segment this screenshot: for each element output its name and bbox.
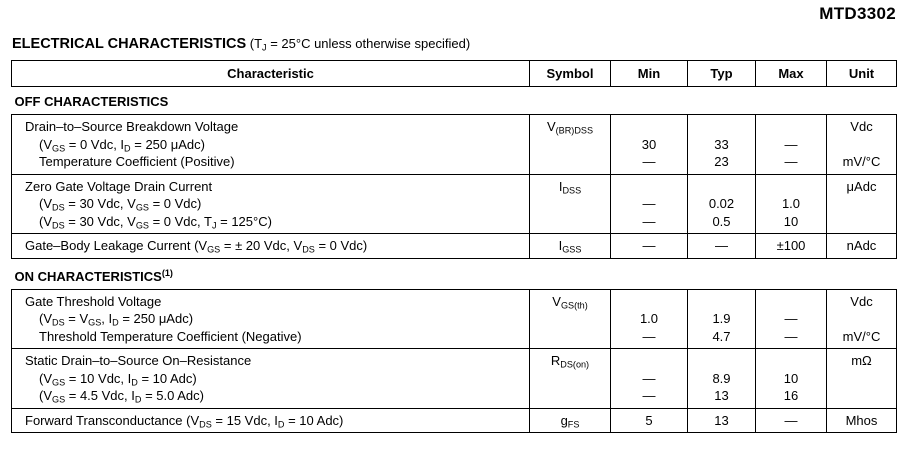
min-cell: 30 — [611, 115, 688, 175]
typ-cell: 8.9 13 [688, 349, 756, 409]
table-row-gate-threshold-voltage [12, 289, 897, 349]
typ-cell: — [688, 234, 756, 259]
characteristic-cell: Drain–to–Source Breakdown Voltage ($V_{GS} = 0$ Vdc, $I_D = 250$ μAdc) Temperature Coefficient (Positive) [12, 115, 530, 175]
column-header-symbol: Symbol [530, 61, 611, 87]
heading-condition: ($T_J = 25^\circ C$ unless otherwise specified) [246, 36, 471, 53]
characteristic-cell: Static Drain–to–Source On–Resistance ($V_{GS} = 10$ Vdc, $I_D = 10$ Adc) ($V_{GS} = 4.5$ Vdc, $I_D = 5.0$ Adc) [12, 349, 530, 409]
symbol-cell: $g_{FS}$ [530, 408, 611, 433]
part-number: MTD3302 [819, 4, 896, 23]
min-cell: — — [611, 174, 688, 234]
table-row-breakdown-voltage [12, 115, 897, 175]
column-header-characteristic: Characteristic [12, 61, 530, 87]
unit-cell: μAdc [827, 174, 897, 234]
unit-cell: Mhos [827, 408, 897, 433]
characteristic-cell: Gate Threshold Voltage ($V_{DS} = V_{GS}$, $I_D = 250$ μAdc) Threshold Temperature Coefficient (Negative) [12, 289, 530, 349]
characteristic-cell: Forward Transconductance ($V_{DS} = 15$ Vdc, $I_D = 10$ Adc) [12, 408, 530, 433]
heading-title: ELECTRICAL CHARACTERISTICS [12, 36, 247, 52]
on-characteristics-section [12, 258, 897, 289]
typ-cell: 33 23 [688, 115, 756, 175]
table-row-gate-body-leakage [12, 234, 897, 259]
symbol-cell: $I_{GSS}$ [530, 234, 611, 259]
characteristic-cell: Gate–Body Leakage Current ($V_{GS}$ = ± 20 Vdc, $V_{DS} = 0$ Vdc) [12, 234, 530, 259]
section-title: OFF CHARACTERISTICS [14, 94, 169, 109]
symbol-cell: $I_{DSS}$ [530, 174, 611, 234]
min-cell: 1.0 — [611, 289, 688, 349]
table-row-zero-gate-drain-current [12, 174, 897, 234]
typ-cell: 1.9 4.7 [688, 289, 756, 349]
off-characteristics-section [12, 87, 897, 115]
max-cell: — — [756, 115, 827, 175]
typ-cell: 13 [688, 408, 756, 433]
symbol-cell: $V_{GS(th)}$ [530, 289, 611, 349]
max-cell: 1.0 10 [756, 174, 827, 234]
unit-cell: Vdc mV/°C [827, 115, 897, 175]
column-header-min: Min [611, 61, 688, 87]
characteristic-cell: Zero Gate Voltage Drain Current ($V_{DS} = 30$ Vdc, $V_{GS} = 0$ Vdc) ($V_{DS} = 30$ Vdc, $V_{GS} = 0$ Vdc, $T_J = 125^\circ C$) [12, 174, 530, 234]
max-cell: — — [756, 289, 827, 349]
footnote-marker: (1) [161, 267, 173, 278]
table-row-forward-transconductance [12, 408, 897, 433]
column-header-unit: Unit [827, 61, 897, 87]
table-row-on-resistance [12, 349, 897, 409]
column-header-max: Max [756, 61, 827, 87]
max-cell: ±100 [756, 234, 827, 259]
unit-cell: Vdc mV/°C [827, 289, 897, 349]
electrical-characteristics-table [11, 60, 897, 433]
unit-cell: nAdc [827, 234, 897, 259]
section-heading [12, 36, 470, 52]
unit-cell: mΩ [827, 349, 897, 409]
table-header-row [12, 61, 897, 87]
symbol-cell: $R_{DS(on)}$ [530, 349, 611, 409]
min-cell: — [611, 234, 688, 259]
max-cell: — [756, 408, 827, 433]
section-title: ON CHARACTERISTICS$^{(1)}$ [14, 267, 173, 284]
column-header-typ: Typ [688, 61, 756, 87]
max-cell: 10 16 [756, 349, 827, 409]
symbol-cell: $V_{(BR)DSS}$ [530, 115, 611, 175]
min-cell: — — [611, 349, 688, 409]
typ-cell: 0.02 0.5 [688, 174, 756, 234]
min-cell: 5 [611, 408, 688, 433]
